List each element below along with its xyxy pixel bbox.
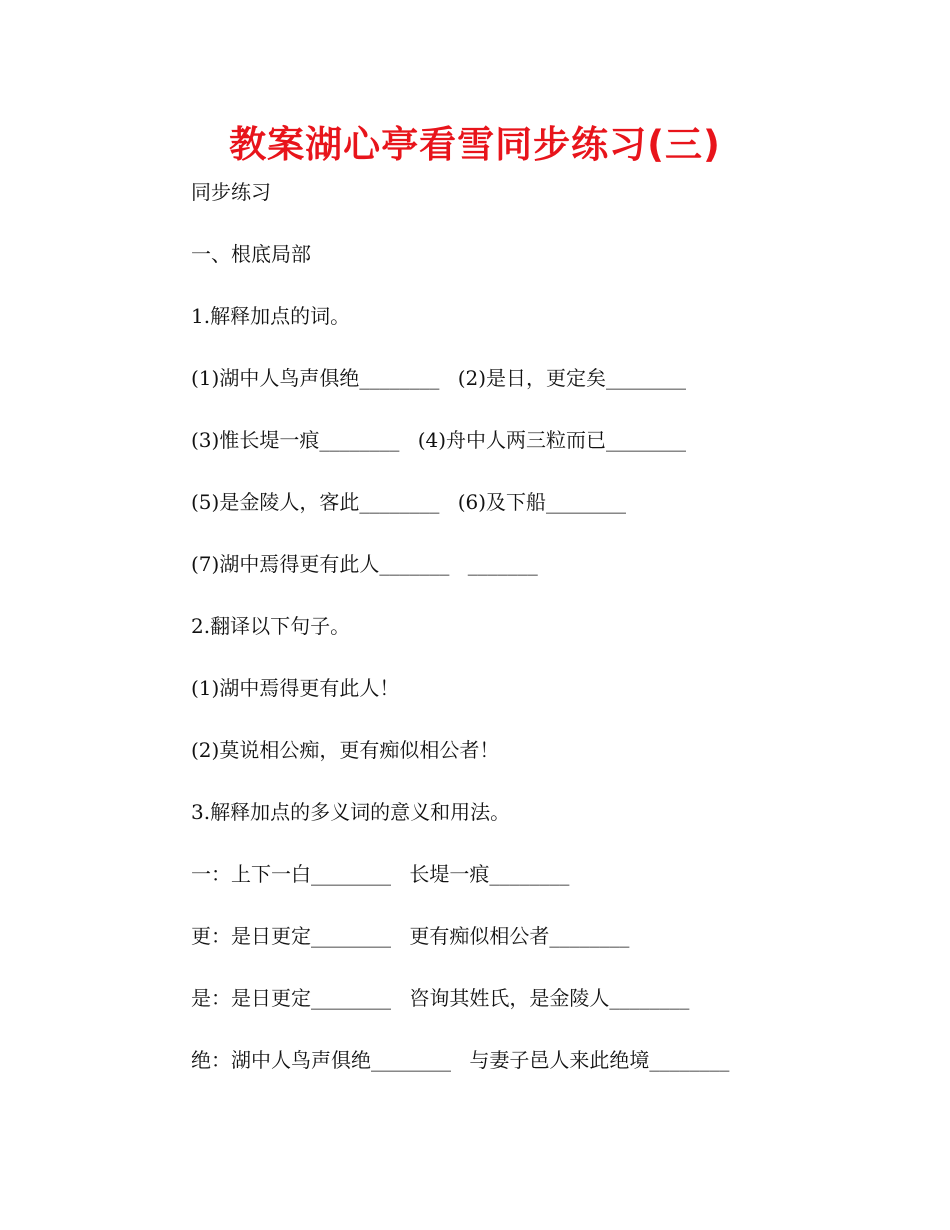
exercise-item: (4)舟中人两三粒而已________ bbox=[417, 428, 687, 452]
section-heading bbox=[191, 177, 891, 239]
exercise-line bbox=[191, 425, 891, 487]
line-text: 2.翻译以下句子。 bbox=[191, 614, 351, 638]
section-heading bbox=[191, 239, 891, 301]
exercise-item: (3)惟长堤一痕________ bbox=[191, 428, 400, 452]
document-body bbox=[191, 177, 891, 1107]
document-title: 教案湖心亭看雪同步练习(三) bbox=[229, 123, 721, 166]
exercise-item: (1)湖中焉得更有此人！ bbox=[191, 676, 400, 700]
question-heading bbox=[191, 611, 891, 673]
exercise-item: (5)是金陵人，客此________ bbox=[191, 490, 440, 514]
exercise-line bbox=[191, 983, 891, 1045]
exercise-line bbox=[191, 921, 891, 983]
exercise-item: 一：上下一白________ bbox=[191, 862, 391, 886]
exercise-line bbox=[191, 549, 891, 611]
question-heading bbox=[191, 797, 891, 859]
exercise-item: (7)湖中焉得更有此人_______ bbox=[191, 552, 450, 576]
question-heading bbox=[191, 301, 891, 363]
exercise-item: 与妻子邑人来此绝境________ bbox=[469, 1048, 730, 1072]
exercise-line bbox=[191, 1045, 891, 1107]
exercise-item: (1)湖中人鸟声俱绝________ bbox=[191, 366, 440, 390]
exercise-line bbox=[191, 735, 891, 797]
exercise-item: 咨询其姓氏，是金陵人________ bbox=[409, 986, 690, 1010]
exercise-item: 绝：湖中人鸟声俱绝________ bbox=[191, 1048, 451, 1072]
line-text: 3.解释加点的多义词的意义和用法。 bbox=[191, 800, 511, 824]
exercise-item: 更有痴似相公者________ bbox=[409, 924, 630, 948]
line-text: 一、根底局部 bbox=[191, 242, 311, 266]
exercise-line bbox=[191, 363, 891, 425]
exercise-item: 长堤一痕________ bbox=[409, 862, 570, 886]
exercise-line bbox=[191, 487, 891, 549]
exercise-line bbox=[191, 673, 891, 735]
line-text: 同步练习 bbox=[191, 180, 271, 204]
exercise-item: (2)是日，更定矣________ bbox=[457, 366, 687, 390]
exercise-item: (2)莫说相公痴，更有痴似相公者！ bbox=[191, 738, 500, 762]
exercise-item: _______ bbox=[467, 552, 538, 576]
exercise-item: (6)及下船________ bbox=[457, 490, 627, 514]
exercise-line bbox=[191, 859, 891, 921]
exercise-item: 是：是日更定________ bbox=[191, 986, 391, 1010]
line-text: 1.解释加点的词。 bbox=[191, 304, 351, 328]
exercise-item: 更：是日更定________ bbox=[191, 924, 391, 948]
